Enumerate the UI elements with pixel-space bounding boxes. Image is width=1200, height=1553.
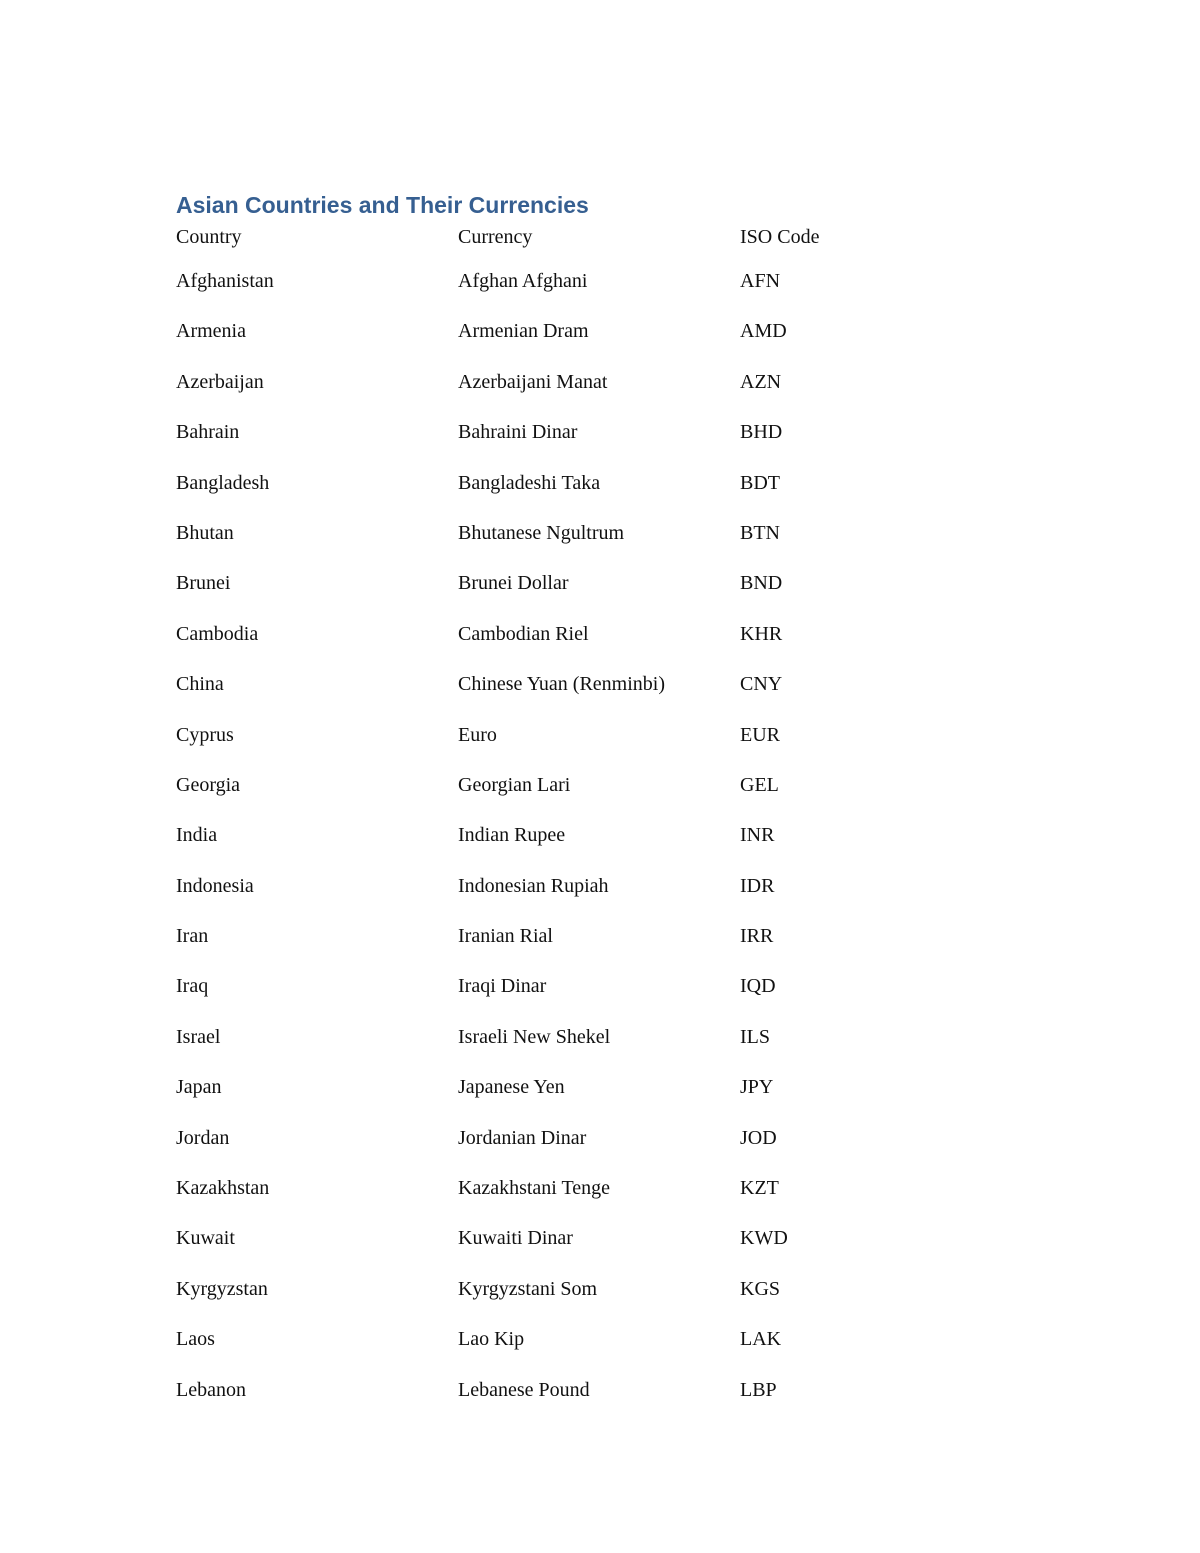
cell-iso-code: AZN — [740, 370, 782, 393]
cell-country: Indonesia — [176, 874, 254, 897]
cell-iso-code: IQD — [740, 975, 776, 998]
document-title: Asian Countries and Their Currencies — [176, 192, 589, 218]
cell-currency: Bangladeshi Taka — [458, 471, 601, 494]
header-currency: Currency — [458, 226, 533, 248]
table-row — [176, 1223, 860, 1273]
cell-iso-code: AFN — [740, 270, 781, 292]
cell-currency: Iranian Rial — [458, 925, 553, 948]
cell-country: Afghanistan — [176, 270, 274, 292]
cell-currency: Kyrgyzstani Som — [458, 1277, 598, 1300]
cell-currency: Cambodian Riel — [458, 622, 589, 645]
cell-country: Armenia — [176, 320, 246, 343]
currency-table — [176, 226, 860, 1425]
cell-currency: Euro — [458, 723, 497, 746]
cell-currency: Indian Rupee — [458, 824, 566, 847]
cell-currency: Lebanese Pound — [458, 1378, 590, 1401]
cell-currency: Indonesian Rupiah — [458, 874, 609, 897]
table-row — [176, 770, 860, 820]
cell-iso-code: LBP — [740, 1378, 777, 1401]
cell-currency: Chinese Yuan (Renminbi) — [458, 673, 666, 696]
cell-currency: Kazakhstani Tenge — [458, 1177, 611, 1200]
cell-iso-code: AMD — [740, 320, 787, 343]
cell-country: Georgia — [176, 773, 241, 796]
cell-currency: Armenian Dram — [458, 320, 589, 343]
cell-country: Iraq — [176, 975, 209, 998]
table-row — [176, 669, 860, 719]
cell-country: Cambodia — [176, 622, 259, 645]
cell-country: Bhutan — [176, 521, 234, 544]
table-row — [176, 367, 860, 417]
cell-currency: Lao Kip — [458, 1328, 525, 1351]
cell-country: China — [176, 673, 224, 696]
cell-currency: Azerbaijani Manat — [458, 370, 608, 393]
cell-iso-code: ILS — [740, 1025, 770, 1048]
table-row — [176, 1173, 860, 1223]
cell-country: Azerbaijan — [176, 370, 264, 393]
table-row — [176, 316, 860, 366]
cell-country: Kyrgyzstan — [176, 1277, 268, 1300]
cell-country: Bahrain — [176, 421, 240, 444]
cell-iso-code: CNY — [740, 673, 783, 696]
cell-iso-code: BHD — [740, 421, 783, 444]
cell-country: Iran — [176, 925, 209, 948]
cell-currency: Jordanian Dinar — [458, 1126, 587, 1149]
cell-iso-code: KHR — [740, 622, 783, 645]
cell-currency: Iraqi Dinar — [458, 975, 547, 998]
cell-currency: Israeli New Shekel — [458, 1025, 611, 1048]
table-row — [176, 568, 860, 618]
table-row — [176, 1274, 860, 1324]
cell-country: Laos — [176, 1328, 215, 1351]
cell-currency: Afghan Afghani — [458, 270, 588, 292]
cell-country: Lebanon — [176, 1378, 246, 1401]
table-row — [176, 468, 860, 518]
table-row — [176, 1022, 860, 1072]
cell-iso-code: IDR — [740, 874, 775, 897]
cell-currency: Georgian Lari — [458, 773, 571, 796]
table-row — [176, 1123, 860, 1173]
cell-iso-code: EUR — [740, 723, 780, 746]
cell-iso-code: LAK — [740, 1328, 782, 1351]
cell-currency: Japanese Yen — [458, 1076, 565, 1099]
table-row — [176, 518, 860, 568]
table-row — [176, 921, 860, 971]
cell-country: Israel — [176, 1025, 221, 1048]
cell-iso-code: KWD — [740, 1227, 788, 1250]
cell-iso-code: JOD — [740, 1126, 777, 1149]
cell-country: Brunei — [176, 572, 231, 595]
cell-country: Cyprus — [176, 723, 234, 746]
cell-country: India — [176, 824, 218, 847]
cell-country: Japan — [176, 1076, 222, 1099]
table-row — [176, 720, 860, 770]
table-header-row — [176, 226, 860, 266]
table-row — [176, 871, 860, 921]
table-row — [176, 971, 860, 1021]
cell-iso-code: KGS — [740, 1277, 781, 1300]
cell-country: Bangladesh — [176, 471, 270, 494]
cell-iso-code: KZT — [740, 1177, 779, 1200]
cell-iso-code: INR — [740, 824, 775, 847]
table-row — [176, 1375, 860, 1425]
table-row — [176, 1072, 860, 1122]
cell-iso-code: BDT — [740, 471, 780, 494]
cell-iso-code: JPY — [740, 1076, 774, 1099]
table-row — [176, 1324, 860, 1374]
cell-country: Kuwait — [176, 1227, 235, 1250]
header-iso-code: ISO Code — [740, 226, 820, 248]
header-country: Country — [176, 226, 242, 248]
cell-currency: Kuwaiti Dinar — [458, 1227, 573, 1250]
cell-currency: Bahraini Dinar — [458, 421, 578, 444]
cell-iso-code: BTN — [740, 521, 780, 544]
table-row — [176, 417, 860, 467]
table-row — [176, 266, 860, 316]
cell-iso-code: BND — [740, 572, 783, 595]
cell-iso-code: GEL — [740, 773, 779, 796]
table-row — [176, 820, 860, 870]
table-row — [176, 619, 860, 669]
cell-country: Kazakhstan — [176, 1177, 270, 1200]
cell-iso-code: IRR — [740, 925, 774, 948]
cell-currency: Bhutanese Ngultrum — [458, 521, 625, 544]
cell-currency: Brunei Dollar — [458, 572, 569, 595]
cell-country: Jordan — [176, 1126, 230, 1149]
